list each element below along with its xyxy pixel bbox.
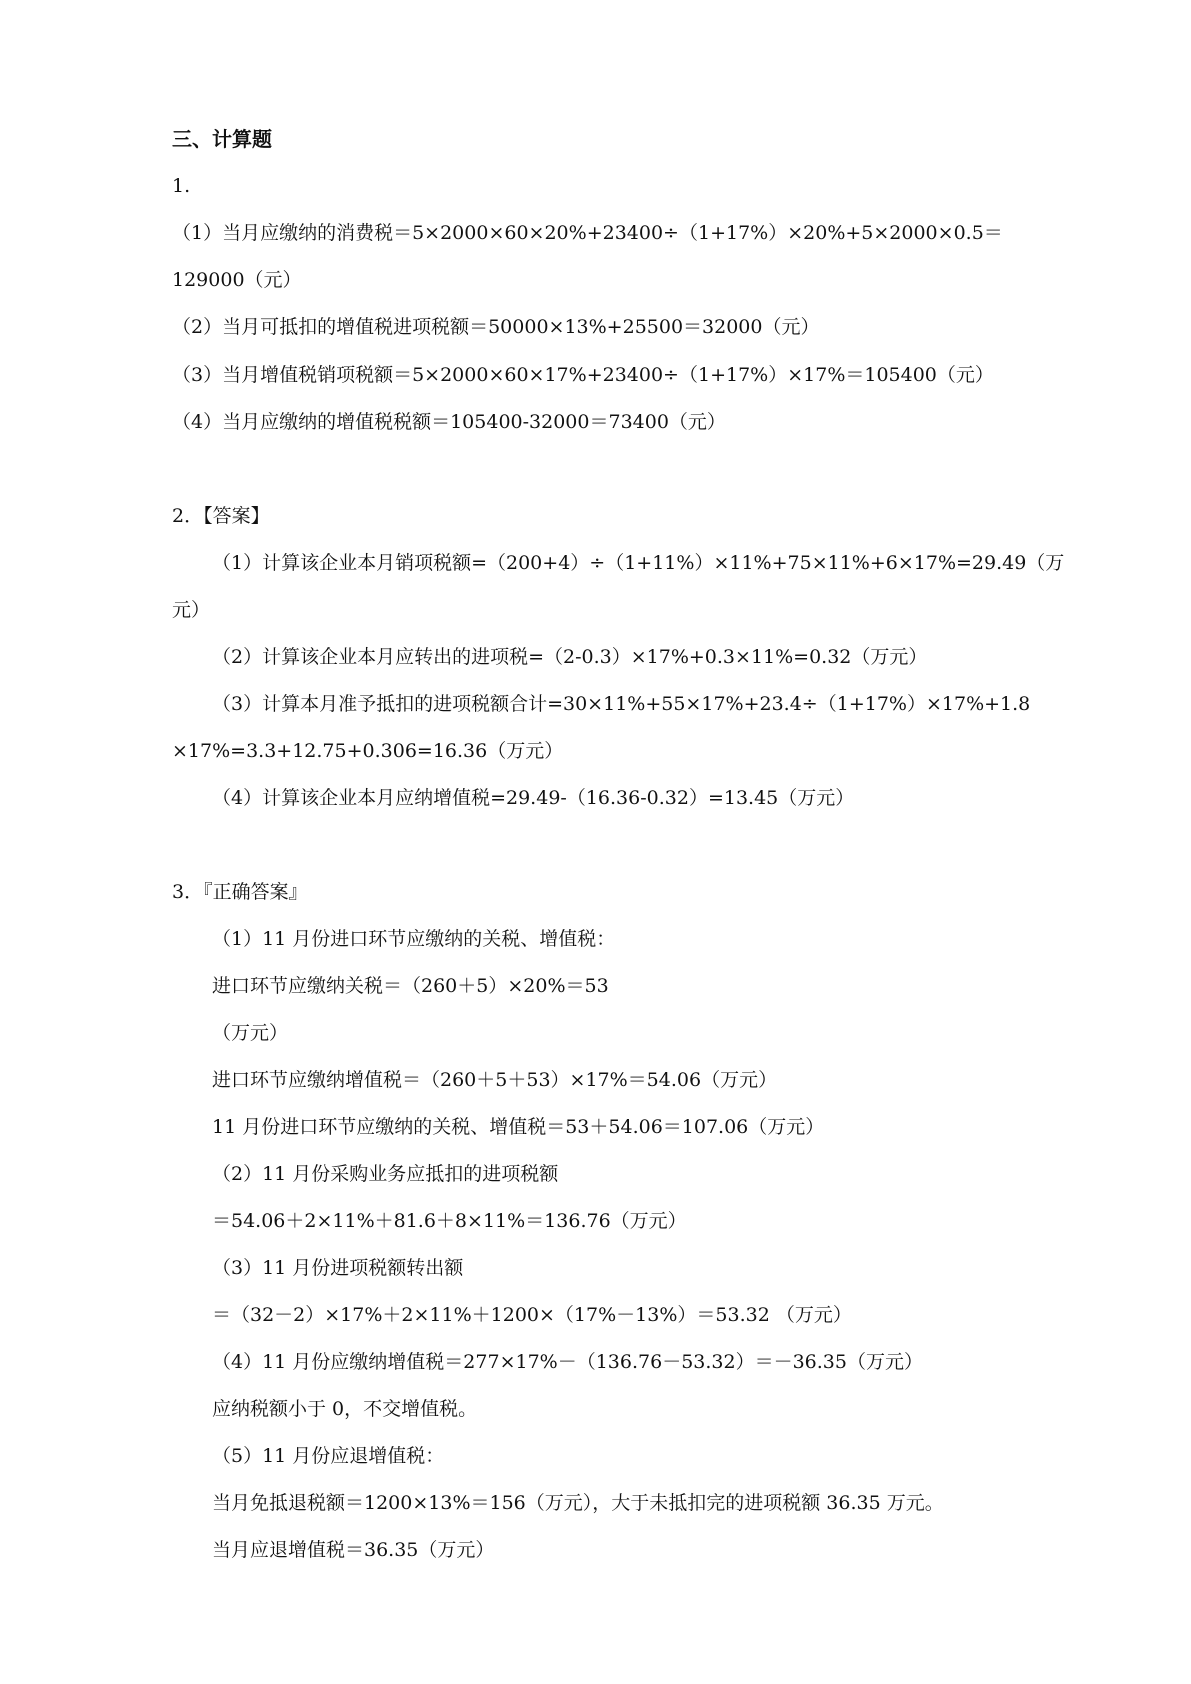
q3-line: （1）11 月份进口环节应缴纳的关税、增值税： (212, 928, 616, 950)
q1-line: （4）当月应缴纳的增值税税额＝105400-32000＝73400（元） (172, 411, 726, 433)
q2-line: （3）计算本月准予抵扣的进项税额合计=30×11%+55×17%+23.4÷（1+17%）×17%+1.8 (212, 693, 1031, 715)
q3-line: ＝（32－2）×17%＋2×11%＋1200×（17%－13%）＝53.32 （万元） (212, 1304, 852, 1326)
q2-line: （2）计算该企业本月应转出的进项税=（2-0.3）×17%+0.3×11%=0.32（万元） (212, 646, 928, 668)
q3-line: （万元） (212, 1022, 289, 1044)
q3-line: 当月免抵退税额＝1200×13%＝156（万元），大于未抵扣完的进项税额 36.35 万元。 (212, 1492, 944, 1514)
q3-line: 进口环节应缴纳增值税＝（260＋5＋53）×17%＝54.06（万元） (212, 1069, 778, 1091)
q3-line: ＝54.06＋2×11%＋81.6＋8×11%＝136.76（万元） (212, 1210, 687, 1232)
q2-header: 2．【答案】 (172, 505, 270, 527)
q2-line: 元） (172, 599, 211, 621)
q2-line: ×17%=3.3+12.75+0.306=16.36（万元） (172, 740, 564, 762)
q3-line: 应纳税额小于 0，不交增值税。 (212, 1398, 478, 1420)
q1-line: （3）当月增值税销项税额＝5×2000×60×17%+23400÷（1+17%）×17%＝105400（元） (172, 364, 994, 386)
q1-number: 1. (172, 175, 191, 197)
q3-header: 3．『正确答案』 (172, 881, 308, 903)
q1-line: （1）当月应缴纳的消费税＝5×2000×60×20%+23400÷（1+17%）×20%+5×2000×0.5＝ (172, 222, 1003, 244)
q2-line: （1）计算该企业本月销项税额=（200+4）÷（1+11%）×11%+75×11%+6×17%=29.49（万 (212, 552, 1065, 574)
q3-line: （2）11 月份采购业务应抵扣的进项税额 (212, 1163, 559, 1185)
q3-line: （4）11 月份应缴纳增值税＝277×17%－（136.76－53.32）＝－36.35（万元） (212, 1351, 923, 1373)
q3-line: 11 月份进口环节应缴纳的关税、增值税＝53＋54.06＝107.06（万元） (212, 1116, 825, 1138)
section-title: 三、计算题 (172, 127, 272, 151)
q3-line: （3）11 月份进项税额转出额 (212, 1257, 464, 1279)
q3-line: 进口环节应缴纳关税＝（260＋5）×20%＝53 (212, 975, 609, 997)
q1-line: 129000（元） (172, 269, 302, 291)
q2-line: （4）计算该企业本月应纳增值税=29.49-（16.36-0.32）=13.45（万元） (212, 787, 855, 809)
q1-line: （2）当月可抵扣的增值税进项税额＝50000×13%+25500＝32000（元） (172, 316, 820, 338)
q3-line: 当月应退增值税＝36.35（万元） (212, 1539, 495, 1561)
q3-line: （5）11 月份应退增值税： (212, 1445, 445, 1467)
